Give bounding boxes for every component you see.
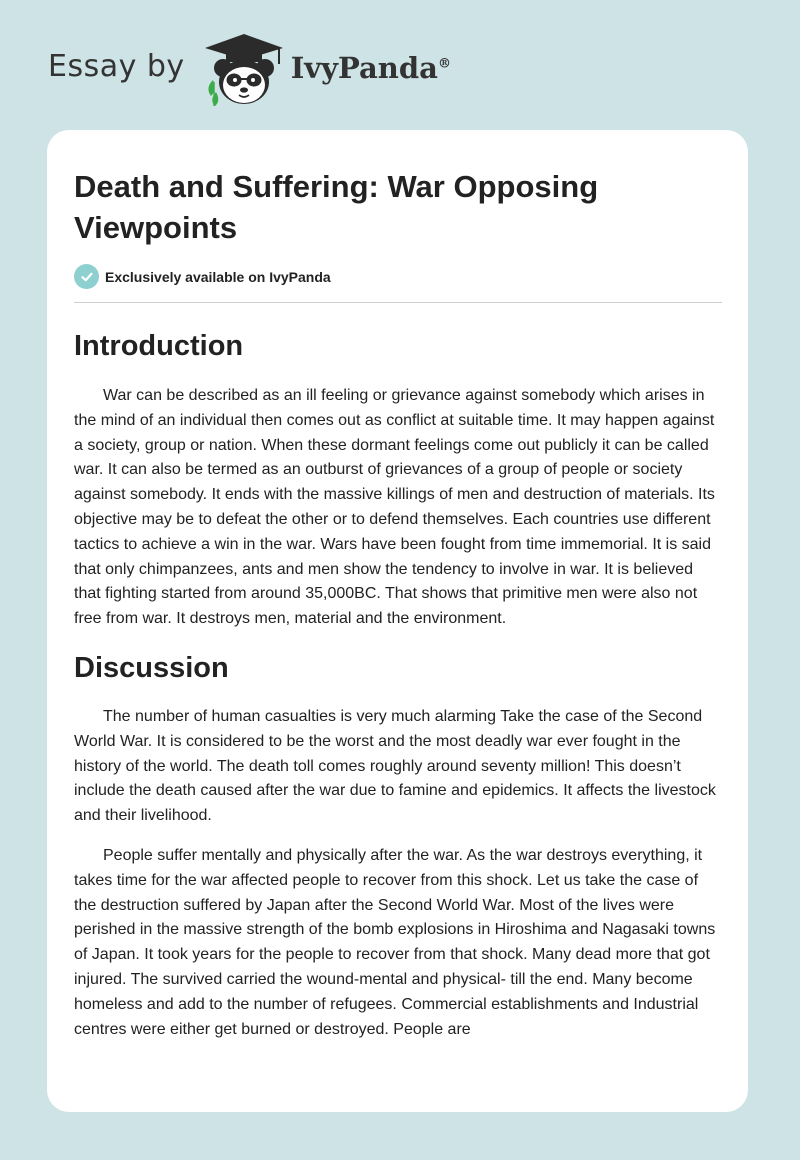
divider xyxy=(74,302,722,303)
check-circle-icon xyxy=(74,264,99,289)
paragraph: The number of human casualties is very much alarming Take the case of the Second World War. It is considered to be the worst and the most deadly war ever fought in the history of the world. The death toll comes roughly around seventy million! This doesn’t include the death caused after the war due to famine and epidemics. It affects the livestock and their livelihood. xyxy=(74,707,716,825)
section-heading-discussion: Discussion xyxy=(74,651,229,684)
panda-graduate-logo-icon[interactable] xyxy=(199,30,289,110)
section-heading-introduction: Introduction xyxy=(74,330,244,362)
page-title: Death and Suffering: War Opposing Viewpoints xyxy=(74,169,599,245)
brand-label: IvyPanda xyxy=(290,51,438,85)
exclusive-label: Exclusively available on IvyPanda xyxy=(105,268,331,285)
brand-name[interactable] xyxy=(291,51,451,85)
essay-by-label: Essay by xyxy=(48,48,185,84)
site-header xyxy=(48,30,451,110)
exclusive-badge xyxy=(74,264,722,289)
registered-mark: ® xyxy=(437,56,451,72)
paragraph: People suffer mentally and physically after the war. As the war destroys everything, it takes time for the war affected people to recover from this shock. Let us take the case of the destruction suffered by Japan after the Second World War. Most of the lives were perished in the massive strength of the bomb explosions in Hiroshima and Nagasaki towns of Japan. It took years for the people to recover from that shock. Many dead more that got injured. The survived carried the wound-mental and physical- till the end. Many become homeless and add to the number of refugees. Commercial establishments and Industrial centres were either get burned or destroyed. People are xyxy=(74,846,716,1038)
essay-card xyxy=(47,130,748,1112)
paragraph: War can be described as an ill feeling or grievance against somebody which arises in the mind of an individual then comes out as conflict at suitable time. It may happen against a society, group or nation. When these dormant feelings come out publicly it can be called war. It can also be termed as an outburst of grievances of a group of people or society against somebody. It ends with the massive killings of men and destruction of materials. Its objective may be to defeat the other or to defend themselves. Each countries use different tactics to achieve a win in the war. Wars have been fought from time immemorial. It is said that only chimpanzees, ants and men show the tendency to involve in war. It is believed that fighting started from around 35,000BC. That shows that primitive men were also not free from war. It destroys men, material and the environment. xyxy=(74,387,715,628)
